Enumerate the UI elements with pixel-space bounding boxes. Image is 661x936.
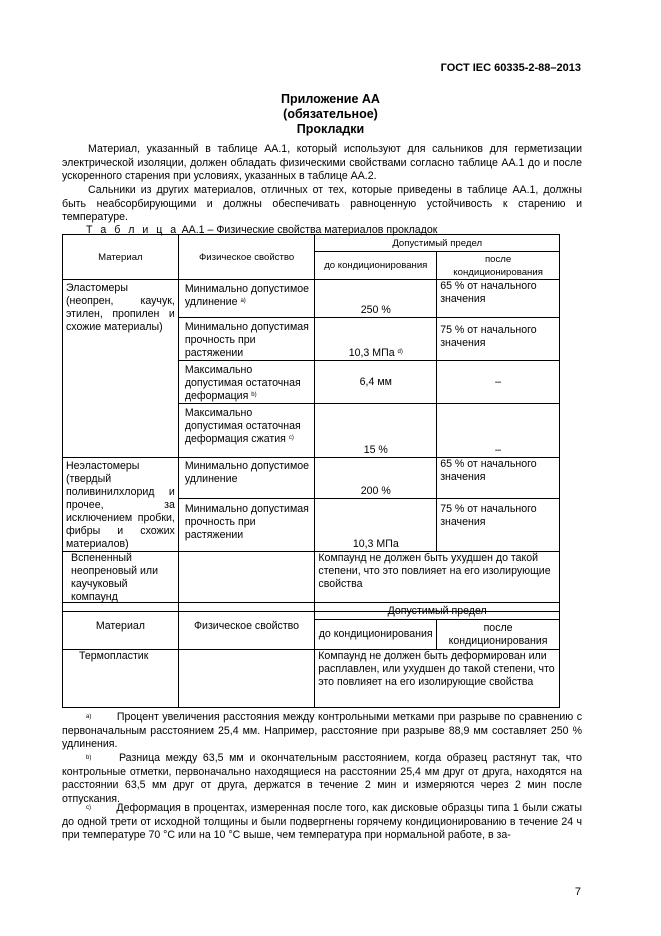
material-elastomers: Эластомеры (неопрен, каучук, этилен, пропилен и схожие материалы): [63, 280, 179, 458]
col-header-after: после кондиционирования: [437, 620, 560, 650]
property-set: [178, 361, 315, 404]
property-text: Минимально допустимое удлинение: [184, 283, 310, 308]
col-header-limit: Допустимый предел: [315, 603, 560, 620]
footnote-c-mark: c): [86, 805, 91, 811]
value-foam: Компаунд не должен быть ухудшен до такой степени, что это повлияет на его изолирующие свойства: [315, 552, 560, 612]
col-header-before: до кондиционирования: [315, 620, 437, 650]
material-thermoplastic: Термопластик: [63, 650, 179, 708]
value-before: 250 %: [315, 280, 437, 318]
footnote-a-mark: a): [86, 714, 92, 720]
value-before: 15 %: [315, 404, 437, 458]
property-text: Максимально допустимая остаточная деформация: [184, 364, 301, 402]
footnote-ref: c): [288, 435, 294, 441]
footnote-a: [62, 711, 582, 752]
col-header-material: Материал: [63, 235, 179, 280]
properties-table: [62, 234, 560, 612]
col-header-after: после кондиционирования: [437, 252, 560, 280]
footnote-ref: a): [240, 298, 246, 304]
property-tensile: Минимально допустимая прочность при растяжении: [178, 498, 315, 551]
thermoplastic-table: [62, 602, 560, 708]
property-tensile: Минимально допустимая прочность при растяжении: [178, 318, 315, 361]
annex-subject: Прокладки: [296, 122, 365, 136]
footnote-b-mark: b): [86, 755, 92, 761]
footnote-b-text: Разница между 63,5 мм и окончательным расстоянием, когда образец растянут так, что контрольные отметки, первоначально находящиеся на расстоянии 25,4 мм друг от друга, находятся на расстоянии 63,5 мм друг от друга, держатся в течение 2 мин и измеряются через 2 мин после отпускания.: [62, 752, 582, 805]
paragraph-other-materials: Сальники из других материалов, отличных от тех, которые приведены в таблице АА.1, должны быть неабсорбирующими и должны обеспечивать равноценную устойчивость к старению и температуре.: [62, 184, 582, 224]
document-code: ГОСТ IEC 60335-2-88–2013: [440, 62, 581, 74]
footnote-c: [62, 802, 582, 843]
value-after: –: [437, 404, 560, 458]
footnote-b: [62, 752, 582, 806]
value-after: 75 % от начального значения: [437, 318, 560, 361]
footnote-ref: d): [397, 349, 403, 355]
material-foam: Вспененный неопреновый или каучуковый компаунд: [63, 552, 179, 612]
value-text: 10,3 МПа: [348, 347, 395, 359]
col-header-material: Материал: [63, 603, 179, 650]
page-number: 7: [574, 886, 581, 898]
annex-title: Приложение АА: [281, 92, 380, 106]
value-thermoplastic: Компаунд не должен быть деформирован или расплавлен, или ухудшен до такой степени, что это повлияет на его изолирующие свойства: [315, 650, 560, 708]
col-header-property: Физическое свойство: [178, 603, 314, 650]
table-caption-label: Т а б л и ц а: [86, 224, 179, 236]
value-before: [315, 318, 437, 361]
footnote-ref: b): [251, 392, 257, 398]
footnote-c-text: Деформация в процентах, измеренная после того, как дисковые образцы типа 1 были сжаты до одной трети от исходной толщины и были подвергнены горячему кондиционированию в течение 24 ч при температуре 70 °C или на 10 °C выше, чем температура при нормальной работе, в за-: [62, 802, 582, 842]
property-empty: [178, 650, 314, 708]
value-after: 65 % от начального значения: [437, 280, 560, 318]
value-before: 10,3 МПа: [315, 498, 437, 551]
material-nonelastomers: Неэластомеры (твердый поливинилхлорид и прочее, за исключением пробки, фибры и схожих материалов): [63, 458, 179, 552]
value-before: 200 %: [315, 458, 437, 499]
annex-status: (обязательное): [283, 107, 378, 121]
col-header-before: до кондиционирования: [315, 252, 437, 280]
value-after: 75 % от начального значения: [437, 498, 560, 551]
col-header-limit: Допустимый предел: [315, 235, 560, 252]
property-elongation: Минимально допустимое удлинение: [178, 458, 315, 499]
col-header-property: Физическое свойство: [178, 235, 315, 280]
value-before: 6,4 мм: [315, 361, 437, 404]
value-after: 65 % от начального значения: [437, 458, 560, 499]
paragraph-intro: Материал, указанный в таблице АА.1, который используют для сальников для герметизации электрической изоляции, должен обладать физическими свойствами согласно таблице АА.1 до и после ускоренного старения при условиях, указанных в таблице АА.2.: [62, 143, 582, 183]
property-text: Максимально допустимая остаточная деформация сжатия: [184, 407, 301, 445]
table-caption-text: АА.1 – Физические свойства материалов прокладок: [181, 224, 438, 236]
footnote-a-text: Процент увеличения расстояния между контрольными метками при разрыве по сравнению с первоначальным расстоянием 25,4 мм. Например, расстояние при разрыве 88,9 мм составляет 250 % удлинения.: [62, 711, 583, 751]
value-after: –: [437, 361, 560, 404]
property-elongation: [178, 280, 315, 318]
property-compression-set: [178, 404, 315, 458]
